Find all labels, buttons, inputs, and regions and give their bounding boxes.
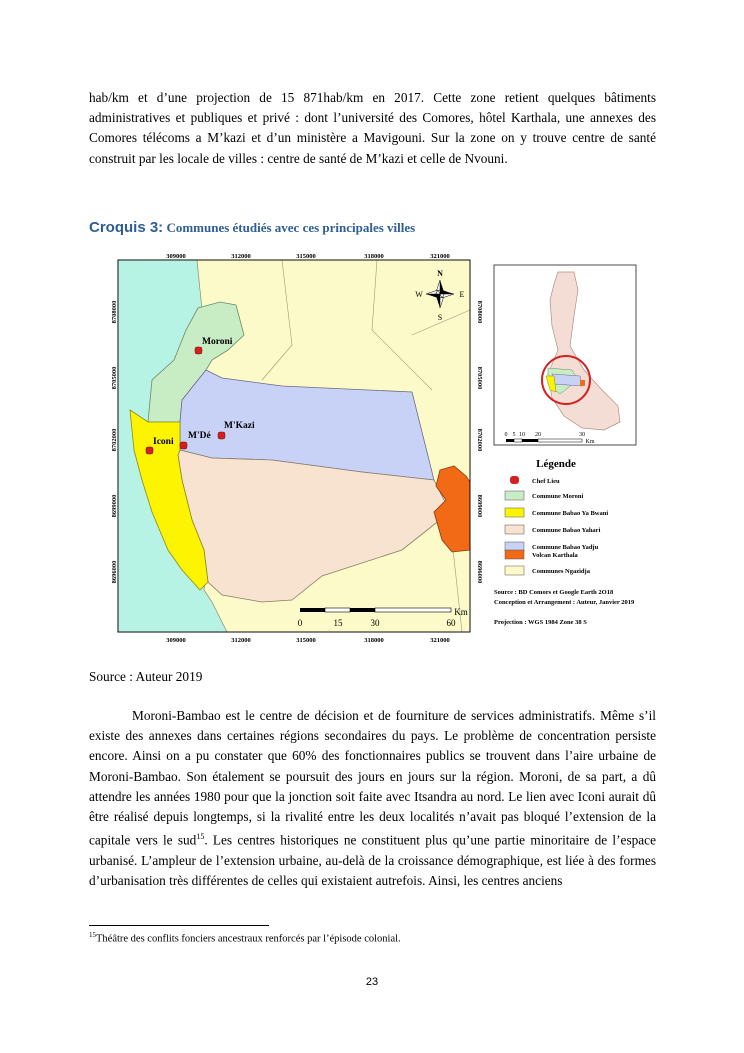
inset-karthala [580, 380, 585, 386]
legend-label: Volcan Karthala [532, 552, 578, 559]
footnote-rule [89, 925, 269, 926]
top-tick: 315000 [296, 253, 316, 260]
figure-label: Croquis 3: [89, 219, 164, 236]
compass-n: N [437, 269, 443, 278]
scale-label: 60 [446, 618, 456, 628]
legend-label: Commune Moroni [532, 493, 584, 500]
figure-title: Communes étudiés avec ces principales villes [166, 220, 416, 235]
compass-e: E [459, 290, 465, 299]
figure-source: Source : Auteur 2019 [89, 669, 203, 684]
inset-scale-bar [506, 439, 582, 442]
place-label-moroni: Moroni [202, 337, 233, 347]
top-tick: 312000 [231, 253, 251, 260]
right-tick: 8702000 [476, 428, 483, 452]
marker-mkazi [218, 432, 225, 439]
scale-unit: Km [454, 607, 468, 617]
scale-label: 15 [333, 618, 343, 628]
footnote-reference[interactable]: 15 [196, 832, 205, 842]
legend-label: Commune Babao Ya Bwani [532, 510, 609, 517]
bottom-tick: 309000 [166, 637, 186, 644]
footnote-text: Théâtre des conflits fonciers ancestraux renforcés par l’épisode colonial. [96, 933, 401, 945]
left-tick: 8702000 [111, 428, 118, 452]
intro-paragraph: hab/km et d’une projection de 15 871hab/km en 2017. Cette zone retient quelques bâtiments administratives et publiques et privé : dont l’université des Comores, hôtel Karthala, une annexes des Comores télécoms a M’kazi et d’un ministère a Mavigouni. Sur la zone on y trouve centre de santé construit par les locale de villes : centre de santé de M’kazi et celle de Nvouni. [89, 90, 656, 166]
legend-swatch-karthala [505, 550, 524, 559]
inset-scale-label: 0 [504, 432, 508, 438]
inset-scale-label: 20 [535, 432, 541, 438]
figure-caption [89, 219, 415, 236]
left-tick: 8699000 [111, 494, 118, 518]
credit-projection: Projection : WGS 1984 Zone 38 S [494, 619, 587, 626]
legend-swatch-chef-lieu [510, 476, 519, 484]
compass-w: W [415, 290, 423, 299]
right-tick: 8708000 [476, 300, 483, 324]
legend-label: Commune Babao Yahari [532, 527, 601, 534]
legend-swatch-bwani [505, 508, 524, 517]
bottom-tick: 315000 [296, 637, 316, 644]
credit-source: Source : BD Comors et Google Earth 2O18 [494, 589, 614, 596]
left-tick: 8696000 [111, 560, 118, 584]
compass-s: S [437, 313, 443, 322]
top-tick: 318000 [364, 253, 384, 260]
inset-yadju [552, 374, 582, 386]
footnote-number: 15 [89, 931, 96, 939]
scale-bar [300, 608, 451, 612]
place-label-mde: M'Dé [188, 431, 211, 441]
marker-moroni [195, 347, 202, 354]
legend-swatch-yahari [505, 525, 524, 534]
legend-label: Commune Babao Yadju [532, 544, 599, 551]
place-label-mkazi: M'Kazi [224, 421, 255, 431]
footnote [89, 931, 401, 945]
legend-swatch-moroni [505, 491, 524, 500]
legend-swatch-ngazidja [505, 566, 524, 575]
bottom-tick: 318000 [364, 637, 384, 644]
right-tick: 8699000 [476, 494, 483, 518]
legend-label: Communes Ngazidja [532, 568, 590, 575]
top-tick: 309000 [166, 253, 186, 260]
place-label-iconi: Iconi [153, 437, 174, 447]
legend-title: Légende [536, 458, 576, 470]
credit-conception: Conception et Arrangement : Auteur, Janvier 2019 [494, 599, 635, 606]
inset-scale-label: 30 [579, 432, 585, 438]
inset-scale-label: 5 [512, 432, 516, 438]
bottom-tick: 321000 [430, 637, 450, 644]
scale-label: 30 [370, 618, 380, 628]
scale-label: 0 [297, 618, 303, 628]
page-number: 23 [365, 976, 379, 988]
communes-map [112, 250, 642, 646]
main-paragraph [89, 706, 656, 891]
main-paragraph-end: . Les centres historiques ne constituent plus qu’une partie minoritaire de l’espace urbanisé. L’ampleur de l’extension urbaine, au-delà de la croissance démographique, est liée à des formes d’urbanisation très différentes de celles qui existaient autrefois. Ainsi, les centres anciens [89, 832, 656, 889]
legend-swatch-yadju [505, 542, 524, 551]
top-tick: 321000 [430, 253, 450, 260]
inset-scale-label: 10 [519, 432, 525, 438]
left-tick: 8708000 [111, 300, 118, 324]
marker-iconi [146, 447, 153, 454]
inset-scale-unit: Km [585, 439, 595, 445]
main-paragraph-start: Moroni-Bambao est le centre de décision et de fourniture de services administratifs. Même s’il existe des annexes dans certaines régions secondaires du pays. Le problème de concentration persiste encore. Ainsi on a pu constater que 60% des fonctionnaires publics se trouvent dans l’aire urbaine de Moroni-Bambao. Son étalement se poursuit des jours en jours sur la région. Moroni, de sa part, a dû attendre les années 1980 pour que la jonction soit faite avec Itsandra au nord. Le lien avec Iconi aurait dû être réalisé depuis longtemps, si la rivalité entre les deux localités n’avait pas bloqué l’extension de la capitale vers le sud [89, 708, 656, 848]
right-tick: 8705000 [476, 366, 483, 390]
bottom-tick: 312000 [231, 637, 251, 644]
right-tick: 8696000 [476, 560, 483, 584]
marker-mde [180, 442, 187, 449]
left-tick: 8705000 [111, 366, 118, 390]
legend-label: Chef Lieu [532, 478, 560, 485]
